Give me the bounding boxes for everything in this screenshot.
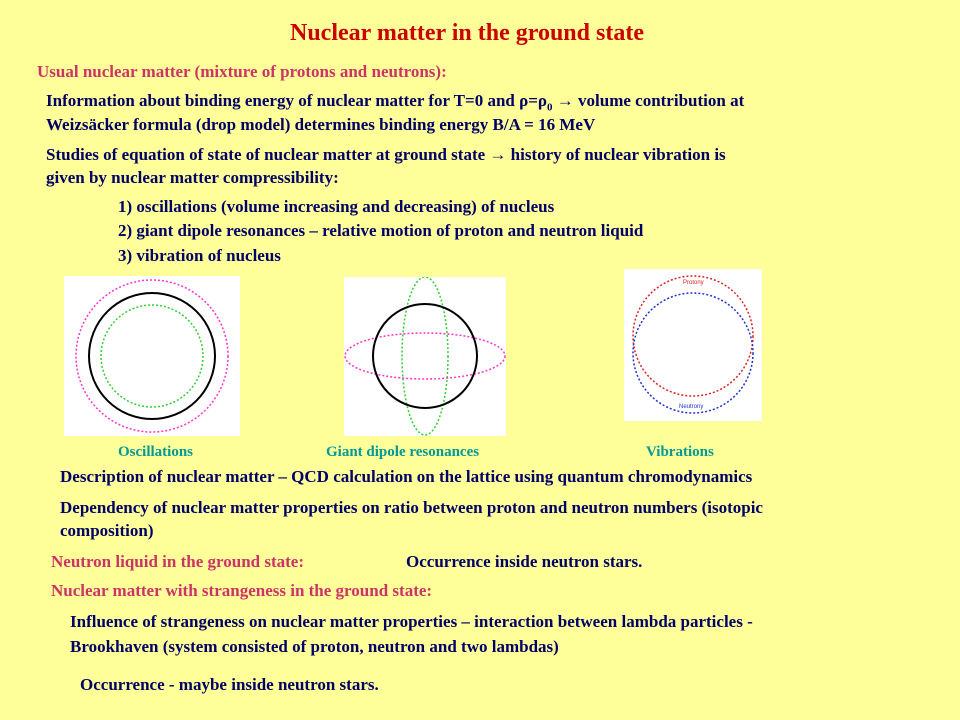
rho-subscript: 0 [547,101,553,114]
neutron-circle [633,293,753,413]
neutron-occurrence: Occurrence inside neutron stars. [406,552,643,571]
usual-matter-heading: Usual nuclear matter (mixture of protons and neutrons): [37,62,447,81]
vibrations-diagram [624,269,762,421]
protony-label: Protony [683,280,704,286]
vertical-ellipse [402,277,448,435]
contracted-circle [101,305,203,407]
list-item-dipole: 2) giant dipole resonances – relative motion of proton and neutron liquid [118,221,644,240]
studies-line-2: given by nuclear matter compressibility: [46,168,339,187]
influence-line-2: Brookhaven (system consisted of proton, neutron and two lambdas) [70,637,559,656]
dependency-line-2: composition) [60,521,154,540]
horizontal-ellipse [345,333,505,379]
occurrence-maybe: Occurrence - maybe inside neutron stars. [80,675,379,694]
neutrony-label: Neutrony [679,404,704,410]
influence-line-1: Influence of strangeness on nuclear matter properties – interaction between lambda particles - [70,612,753,631]
studies-line-1: Studies of equation of state of nuclear matter at ground state → history of nuclear vibration is [46,145,726,164]
info-line-1 [46,91,744,113]
page-title: Nuclear matter in the ground state [290,20,644,46]
info-line-2: Weizsäcker formula (drop model) determines binding energy B/A = 16 MeV [46,115,596,134]
nucleus-circle [89,293,215,419]
expanded-circle [76,280,228,432]
dipole-caption: Giant dipole resonances [326,444,480,460]
oscillations-figure [64,276,240,436]
proton-circle [633,276,753,396]
oscillations-caption: Oscillations [118,444,194,460]
description-line: Description of nuclear matter – QCD calculation on the lattice using quantum chromodynamics [60,467,753,486]
vibrations-figure [624,269,762,421]
dependency-line-1: Dependency of nuclear matter properties on ratio between proton and neutron numbers (isotopic [60,498,763,517]
vibrations-caption: Vibrations [646,444,714,460]
dipole-figure [344,277,506,436]
list-item-vibration: 3) vibration of nucleus [118,246,281,265]
info-line-1-a: Information about binding energy of nuclear matter for T=0 and ρ=ρ [46,91,548,110]
dipole-diagram [344,277,506,436]
info-line-1-b: → volume contribution at [552,91,745,110]
strangeness-heading: Nuclear matter with strangeness in the ground state: [51,581,433,600]
neutron-liquid-heading: Neutron liquid in the ground state: [51,552,304,571]
oscillations-diagram [64,276,240,436]
list-item-oscillations: 1) oscillations (volume increasing and decreasing) of nucleus [118,197,555,216]
nucleus-circle [373,304,477,408]
